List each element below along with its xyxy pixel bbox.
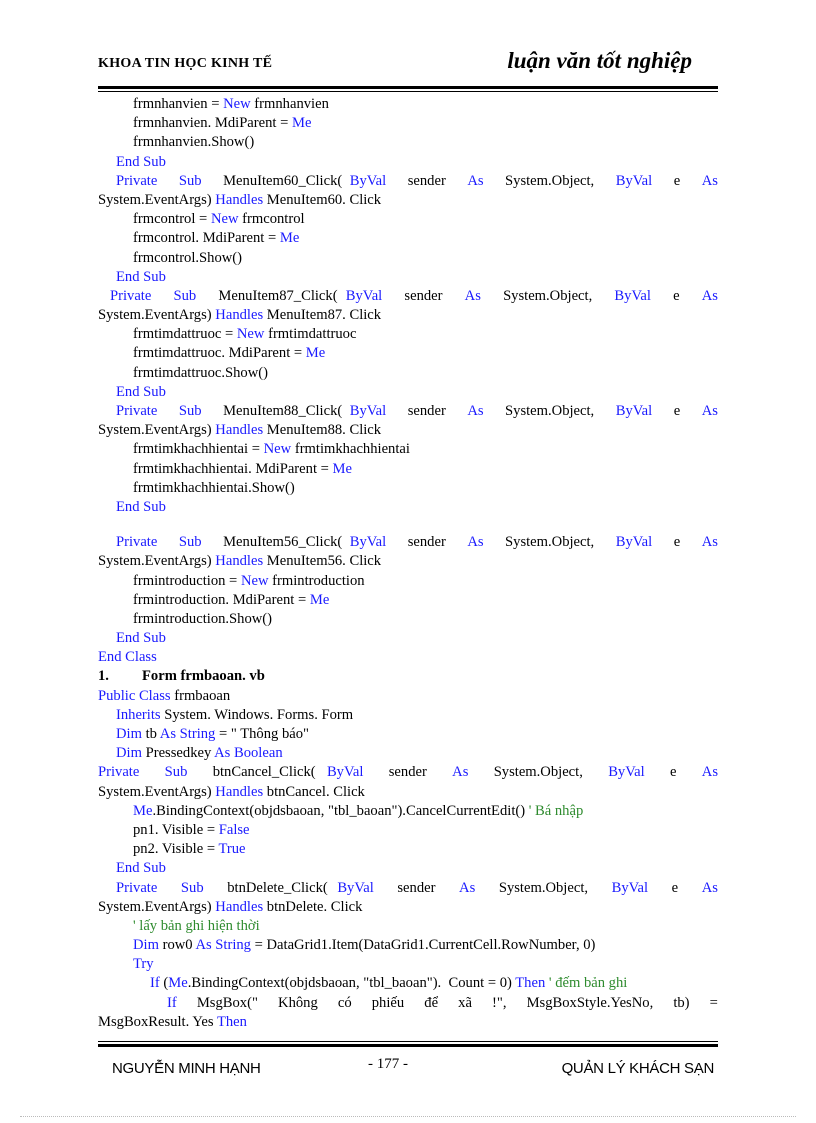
code-line: frmtimkhachhientai. MdiParent = Me <box>133 460 352 477</box>
code-line: MsgBoxResult. Yes Then <box>98 1013 247 1030</box>
page-edge <box>20 1116 796 1117</box>
code-line: pn2. Visible = True <box>133 841 246 858</box>
code-line: Private Sub MenuItem87_Click( ByVal sender As System.Object, ByVal e As <box>110 287 718 304</box>
code-line: frmcontrol.Show() <box>133 249 243 266</box>
code-line: System.EventArgs) Handles MenuItem87. Click <box>98 307 382 324</box>
code-line: frmcontrol = New frmcontrol <box>133 211 305 228</box>
code-line: System.EventArgs) Handles btnCancel. Click <box>98 783 365 800</box>
code-line: System.EventArgs) Handles MenuItem56. Click <box>98 553 382 570</box>
code-line: Private Sub btnDelete_Click( ByVal sender As System.Object, ByVal e As <box>116 879 718 896</box>
code-line: Private Sub MenuItem56_Click( ByVal sender As System.Object, ByVal e As <box>116 534 718 551</box>
code-line: Dim row0 As String = DataGrid1.Item(DataGrid1.CurrentCell.RowNumber, 0) <box>133 937 596 954</box>
footer-rule-thin <box>98 1041 718 1042</box>
code-line: End Sub <box>116 268 166 285</box>
footer-rule-thick <box>98 1044 718 1047</box>
code-line: End Sub <box>116 630 166 647</box>
code-line: frmintroduction. MdiParent = Me <box>133 591 330 608</box>
code-line: frmcontrol. MdiParent = Me <box>133 230 300 247</box>
code-line: End Sub <box>116 860 166 877</box>
code-line: If (Me.BindingContext(objdsbaoan, "tbl_baoan"). Count = 0) Then ' đếm bản ghi <box>150 975 628 992</box>
code-line: Me.BindingContext(objdsbaoan, "tbl_baoan").CancelCurrentEdit() ' Bá nhập <box>133 802 584 819</box>
page-header <box>98 48 718 84</box>
code-line: If MsgBox(" Không có phiếu để xã !", MsgBoxStyle.YesNo, tb) = <box>167 994 718 1011</box>
code-line: frmintroduction = New frmintroduction <box>133 572 365 589</box>
code-line: System.EventArgs) Handles MenuItem88. Click <box>98 422 382 439</box>
code-line: End Sub <box>116 153 166 170</box>
code-line: End Class <box>98 649 157 666</box>
faculty-name: KHOA TIN HỌC KINH TẾ <box>98 56 273 71</box>
code-line: Private Sub btnCancel_Click( ByVal sender As System.Object, ByVal e As <box>98 764 718 781</box>
code-line: Private Sub MenuItem88_Click( ByVal sender As System.Object, ByVal e As <box>116 403 718 419</box>
code-line: Public Class frmbaoan <box>98 687 231 704</box>
header-rule-thick <box>98 86 718 89</box>
code-line: Dim Pressedkey As Boolean <box>116 745 283 762</box>
section-heading: 1. Form frmbaoan. vb <box>98 668 265 685</box>
code-line: frmtimdattruoc.Show() <box>133 364 268 381</box>
code-line: frmtimdattruoc = New frmtimdattruoc <box>133 326 357 343</box>
code-line: frmnhanvien. MdiParent = Me <box>133 115 312 132</box>
code-line: Private Sub MenuItem60_Click( ByVal sender As System.Object, ByVal e As <box>116 172 718 189</box>
page-footer <box>98 1054 718 1084</box>
header-rule-thin <box>98 91 718 92</box>
code-line: ' lấy bản ghi hiện thời <box>133 917 260 934</box>
code-line: End Sub <box>116 383 166 400</box>
code-line: frmtimkhachhientai = New frmtimkhachhientai <box>133 441 410 458</box>
code-line: Try <box>133 956 154 973</box>
code-line: Inherits System. Windows. Forms. Form <box>116 706 354 723</box>
project-topic: QUẢN LÝ KHÁCH SẠN <box>561 1060 714 1077</box>
code-line: pn1. Visible = False <box>133 821 250 838</box>
page-number: - 177 - <box>368 1056 408 1072</box>
code-line: frmtimkhachhientai.Show() <box>133 479 295 496</box>
code-line: frmtimdattruoc. MdiParent = Me <box>133 345 326 362</box>
code-line: System.EventArgs) Handles btnDelete. Click <box>98 898 363 915</box>
code-line: frmnhanvien.Show() <box>133 134 255 151</box>
code-line: Dim tb As String = " Thông báo" <box>116 726 309 742</box>
code-line: System.EventArgs) Handles MenuItem60. Click <box>98 191 382 208</box>
code-line: frmintroduction.Show() <box>133 610 273 627</box>
thesis-title: luận văn tốt nghiệp <box>507 48 692 73</box>
code-listing <box>98 95 718 1032</box>
code-line: End Sub <box>116 498 166 515</box>
code-line: frmnhanvien = New frmnhanvien <box>133 96 329 112</box>
author-name: NGUYỄN MINH HẠNH <box>112 1060 261 1077</box>
